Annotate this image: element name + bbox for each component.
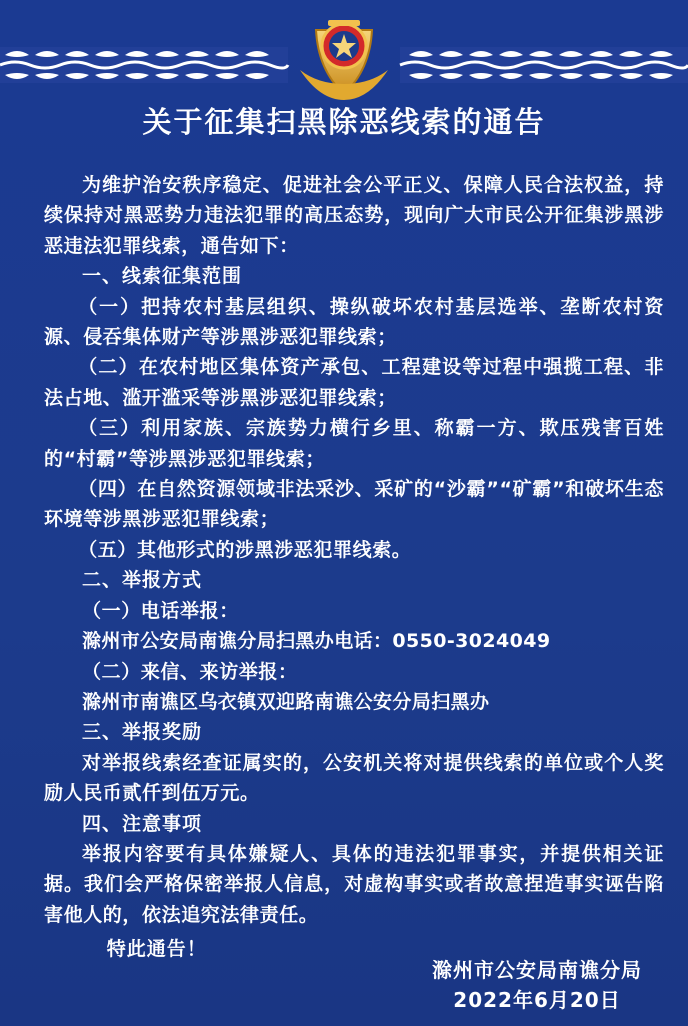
closing-line: 特此通告！ — [106, 938, 207, 961]
signature-org: 滁州市公安局南谯分局 — [432, 958, 642, 982]
reward-text: 对举报线索经查证属实的，公安机关将对提供线索的单位或个人奖励人民币贰仟到伍万元。 — [44, 751, 664, 805]
police-badge-icon — [300, 20, 388, 100]
intro-paragraph: 为维护治安秩序稳定、促进社会公平正义、保障人民合法权益，持续保持对黑恶势力违法犯罪的高压态势，现向广大市民公开征集涉黑涉恶违法犯罪线索，通告如下： — [44, 174, 664, 257]
scope-item-5: （五）其他形式的涉黑涉恶犯罪线索。 — [78, 538, 412, 561]
signature-block — [432, 955, 642, 1015]
scope-item-4: （四）在自然资源领域非法采沙、采矿的“沙霸”“矿霸”和破坏生态环境等涉黑涉恶犯罪线索； — [44, 478, 664, 531]
scope-item-3: （三）利用家族、宗族势力横行乡里、称霸一方、欺压残害百姓的“村霸”等涉黑涉恶犯罪线索； — [44, 417, 664, 470]
scope-item-1: （一）把持农村基层组织、操纵破坏农村基层选举、垄断农村资源、侵吞集体财产等涉黑涉恶犯罪线索； — [44, 295, 664, 349]
scope-item-2: （二）在农村地区集体资产承包、工程建设等过程中强揽工程、非法占地、滥开滥采等涉黑涉恶犯罪线索； — [44, 356, 664, 409]
signature-date: 2022年6月20日 — [453, 988, 621, 1012]
right-wave-band — [400, 47, 688, 83]
section-heading-reward: 三、举报奖励 — [82, 721, 203, 744]
police-emblem-banner — [0, 0, 688, 105]
section-heading-methods: 二、举报方式 — [82, 569, 203, 592]
section-heading-scope: 一、线索征集范围 — [82, 265, 243, 288]
left-wave-band — [0, 47, 288, 83]
letter-report-label: （二）来信、来访举报： — [82, 660, 298, 683]
notice-body — [44, 170, 664, 965]
section-heading-notes: 四、注意事项 — [82, 812, 203, 835]
notice-title: 关于征集扫黑除恶线索的通告 — [142, 105, 546, 139]
phone-report-label: （一）电话举报： — [82, 599, 239, 622]
address-line: 滁州市南谯区乌衣镇双迎路南谯公安分局扫黑办 — [82, 690, 490, 713]
notes-text: 举报内容要有具体嫌疑人、具体的违法犯罪事实，并提供相关证据。我们会严格保密举报人信息，对虚构事实或者故意捏造事实诬告陷害他人的，依法追究法律责任。 — [44, 842, 664, 926]
phone-number-line: 滁州市公安局南谯分局扫黑办电话：0550-3024049 — [82, 630, 551, 653]
